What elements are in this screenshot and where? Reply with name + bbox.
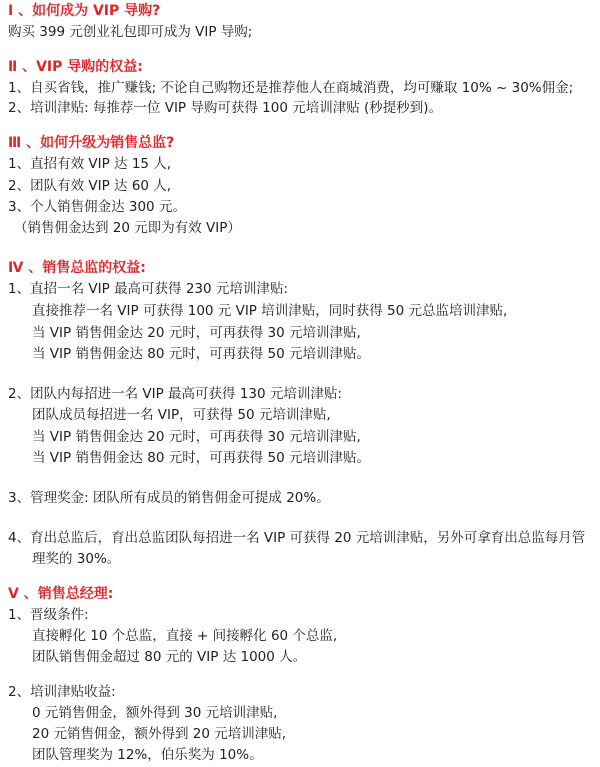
- section-4-line-4: 当 VIP 销售佣金达 80 元时，可再获得 50 元培训津贴。: [32, 346, 370, 362]
- section-4-line-5: 2、团队内每招进一名 VIP 最高可获得 130 元培训津贴:: [8, 386, 342, 402]
- section-4-line-6: 团队成员每招进一名 VIP，可获得 50 元培训津贴,: [32, 407, 331, 423]
- section-3-line-2: 2、团队有效 VIP 达 60 人,: [8, 178, 172, 194]
- section-4-line-1: 1、直招一名 VIP 最高可获得 230 元培训津贴:: [8, 281, 288, 297]
- section-1-heading: Ⅰ 、如何成为 VIP 导购?: [8, 3, 161, 19]
- section-2-line-1: 1、自买省钱，推广赚钱; 不论自己购物还是推荐他人在商城消费，均可赚取 10% ~ 30%佣金;: [8, 80, 574, 96]
- section-3-note: （销售佣金达到 20 元即为有效 VIP）: [14, 220, 241, 236]
- section-2-line-2: 2、培训津贴: 每推荐一位 VIP 导购可获得 100 元培训津贴 (秒提秒到)。: [8, 100, 443, 116]
- section-4-line-9: 3、管理奖金: 团队所有成员的销售佣金可提成 20%。: [8, 490, 330, 506]
- section-5-line-2: 直接孵化 10 个总监，直接 + 间接孵化 60 个总监,: [32, 628, 338, 644]
- section-5-line-3: 团队销售佣金超过 80 元的 VIP 达 1000 人。: [32, 649, 307, 665]
- section-5-heading: Ⅴ 、销售总经理:: [8, 586, 114, 602]
- section-3-line-3: 3、个人销售佣金达 300 元。: [8, 199, 186, 215]
- section-5-line-4: 2、培训津贴收益:: [8, 684, 116, 700]
- section-3-line-1: 1、直招有效 VIP 达 15 人,: [8, 156, 172, 172]
- section-4-line-2: 直接推荐一名 VIP 可获得 100 元 VIP 培训津贴，同时获得 50 元总监培训津贴,: [32, 303, 508, 319]
- section-4-line-7: 当 VIP 销售佣金达 20 元时，可再获得 30 元培训津贴,: [32, 429, 361, 445]
- section-5-line-7: 团队管理奖为 12%，伯乐奖为 10%。: [32, 747, 263, 763]
- section-4-line-8: 当 VIP 销售佣金达 80 元时，可再获得 50 元培训津贴。: [32, 450, 370, 466]
- section-1-line-1: 购买 399 元创业礼包即可成为 VIP 导购;: [8, 24, 253, 40]
- section-4-heading: Ⅳ 、销售总监的权益:: [8, 260, 146, 276]
- section-4-line-3: 当 VIP 销售佣金达 20 元时，可再获得 30 元培训津贴,: [32, 325, 361, 341]
- section-4-line-11: 理奖的 30%。: [32, 551, 121, 567]
- section-5-line-1: 1、晋级条件:: [8, 607, 89, 623]
- section-2-heading: Ⅱ 、VIP 导购的权益:: [8, 59, 143, 75]
- section-3-heading: Ⅲ 、如何升级为销售总监?: [8, 135, 175, 151]
- section-4-line-10: 4、育出总监后，育出总监团队每招进一名 VIP 可获得 20 元培训津贴，另外可拿育出总监每月管: [8, 530, 586, 546]
- section-5-line-5: 0 元销售佣金，额外得到 30 元培训津贴,: [32, 705, 278, 721]
- section-5-line-6: 20 元销售佣金，额外得到 20 元培训津贴,: [32, 726, 287, 742]
